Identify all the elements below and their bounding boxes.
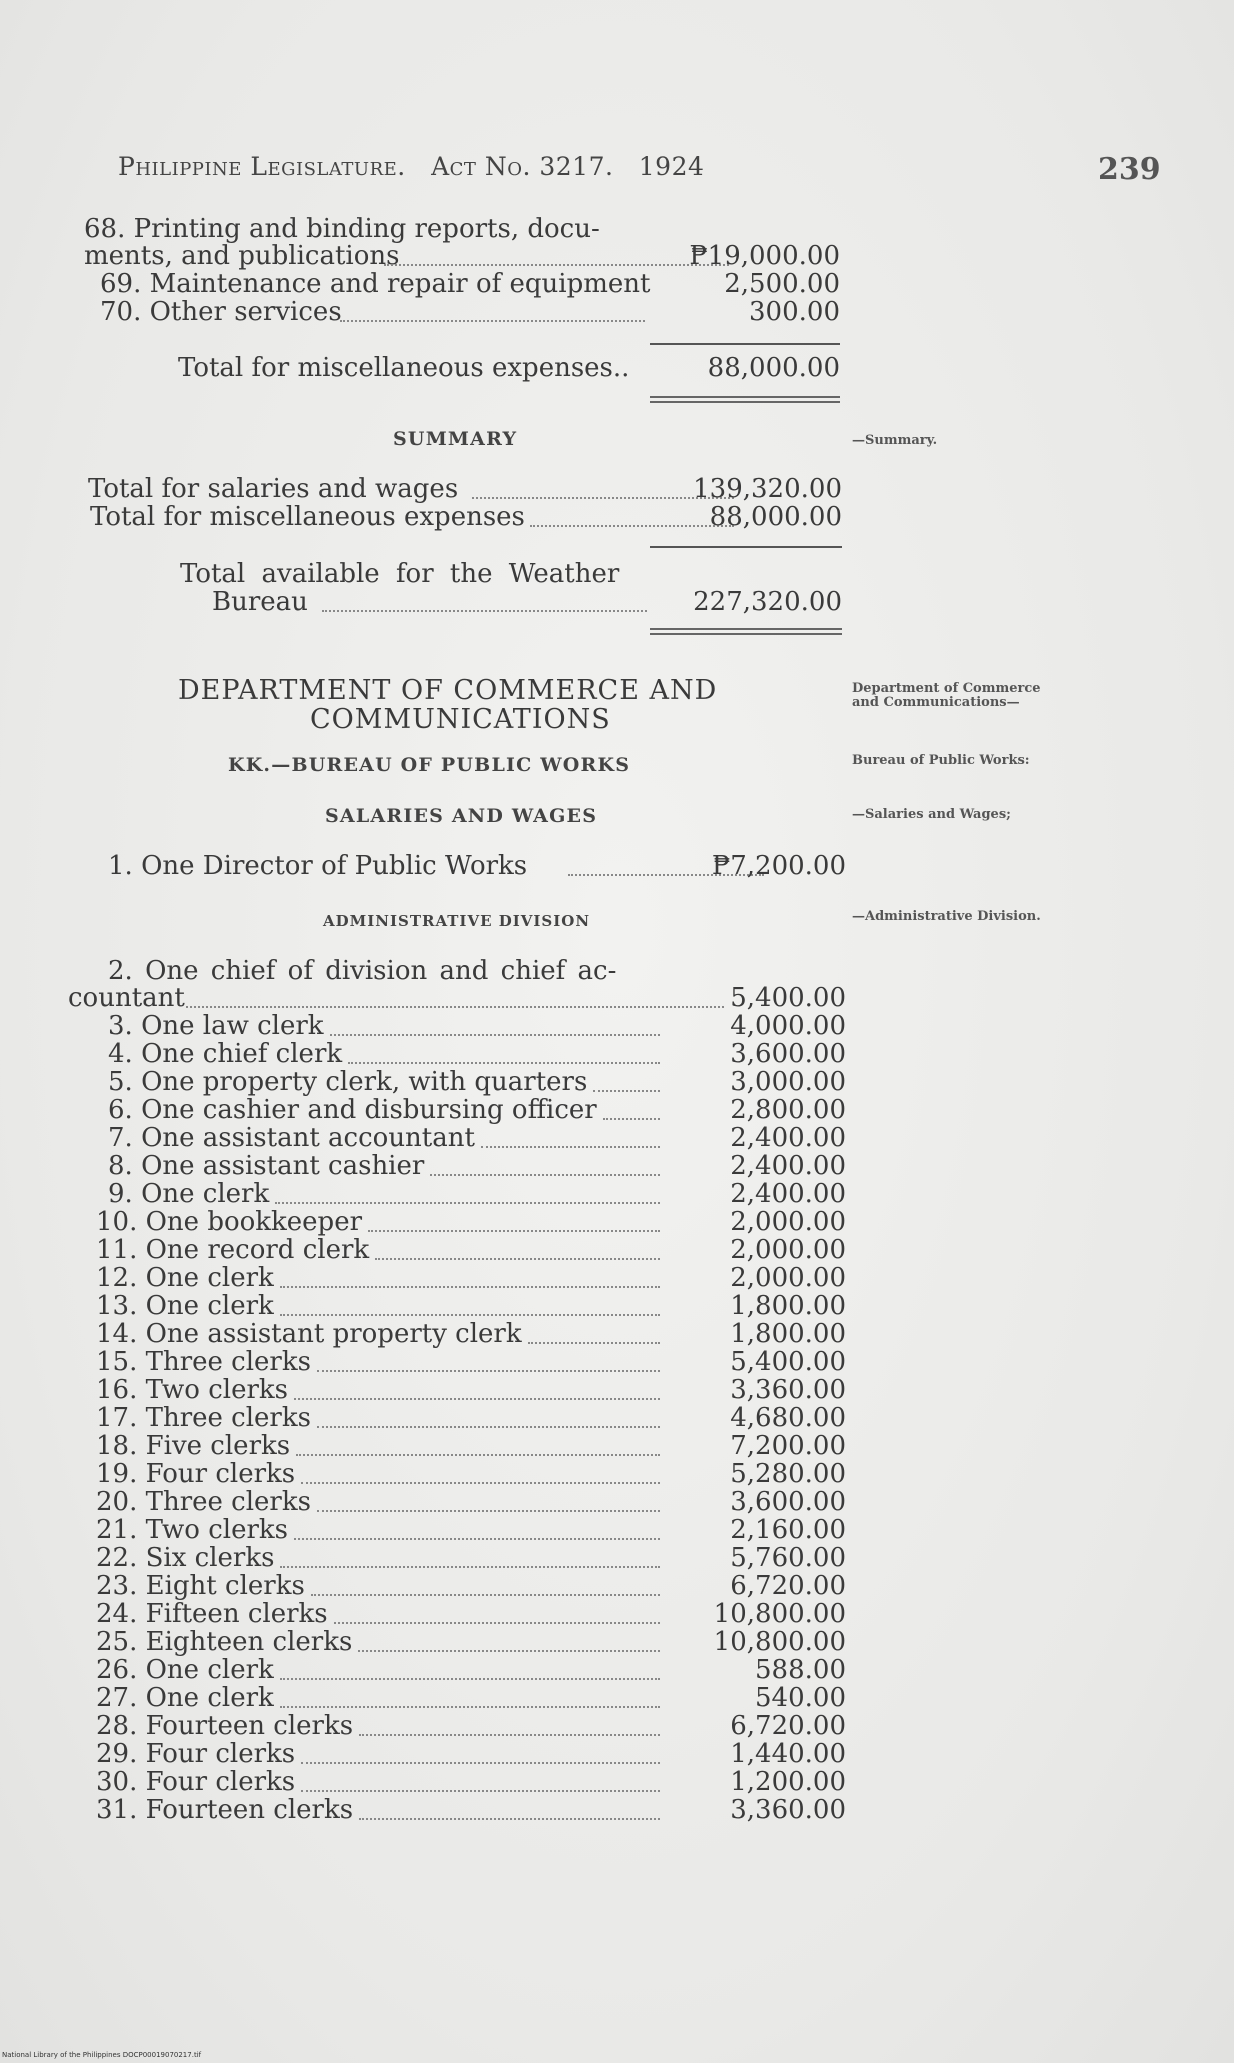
admin-item-row xyxy=(96,1600,846,1628)
summary-salaries-amount: 139,320.00 xyxy=(693,474,842,504)
admin-item-amount: 2,000.00 xyxy=(730,1263,846,1293)
director-amount: ₱7,200.00 xyxy=(711,851,846,881)
admin-item-amount: 1,200.00 xyxy=(730,1767,846,1797)
admin-item-label: 19. Four clerks xyxy=(96,1459,296,1489)
admin-item-amount: 2,800.00 xyxy=(730,1095,846,1125)
leader-dots xyxy=(301,1762,660,1764)
misc-item-69 xyxy=(100,270,840,298)
salaries-heading: SALARIES AND WAGES xyxy=(325,805,598,827)
leader-dots xyxy=(359,1818,660,1820)
admin-item-amount: 5,760.00 xyxy=(730,1543,846,1573)
leader-dots xyxy=(322,610,647,612)
admin-item-row xyxy=(96,1404,846,1432)
admin-item-amount: 1,800.00 xyxy=(730,1319,846,1349)
admin-item-label: 26. One clerk xyxy=(96,1655,274,1685)
admin-item-label: 27. One clerk xyxy=(96,1683,274,1713)
admin-item-amount: 2,400.00 xyxy=(730,1123,846,1153)
summary-total xyxy=(212,588,842,616)
misc-total-amount: 88,000.00 xyxy=(707,353,840,383)
leader-dots xyxy=(593,1090,660,1092)
admin-item-label: 29. Four clerks xyxy=(96,1739,296,1769)
admin-item-row xyxy=(108,1040,846,1068)
admin-item-amount: 1,800.00 xyxy=(730,1291,846,1321)
admin-item-2-line1: 2. One chief of division and chief ac- xyxy=(108,956,617,986)
admin-item-label: 4. One chief clerk xyxy=(108,1039,343,1069)
admin-item-label: 9. One clerk xyxy=(108,1179,270,1209)
total-rule xyxy=(650,343,840,345)
admin-item-row xyxy=(96,1628,846,1656)
admin-item-row xyxy=(96,1656,846,1684)
admin-item-label: 28. Fourteen clerks xyxy=(96,1711,354,1741)
admin-item-amount: 3,000.00 xyxy=(730,1067,846,1097)
summary-misc-amount: 88,000.00 xyxy=(709,502,842,532)
admin-item-row xyxy=(96,1572,846,1600)
bureau-margin-note: Bureau of Public Works: xyxy=(852,753,1030,768)
admin-item-label: 17. Three clerks xyxy=(96,1403,311,1433)
leader-dots xyxy=(603,1118,660,1120)
leader-dots xyxy=(384,264,729,266)
admin-item-amount: 10,800.00 xyxy=(713,1627,846,1657)
leader-dots xyxy=(280,1286,660,1288)
leader-dots xyxy=(368,1230,660,1232)
admin-item-amount: 3,600.00 xyxy=(730,1039,846,1069)
leader-dots xyxy=(311,1594,660,1596)
header-act: Act No. 3217. xyxy=(431,152,614,181)
misc-item-68 xyxy=(84,242,840,270)
admin-item-row xyxy=(96,1376,846,1404)
admin-item-label: 10. One bookkeeper xyxy=(96,1207,363,1237)
admin-item-amount: 3,360.00 xyxy=(730,1375,846,1405)
admin-item-label: 25. Eighteen clerks xyxy=(96,1627,353,1657)
admin-item-label: 12. One clerk xyxy=(96,1263,274,1293)
summary-salaries-label: Total for salaries and wages xyxy=(88,474,459,504)
leader-dots xyxy=(280,1678,660,1680)
admin-item-label: 22. Six clerks xyxy=(96,1543,275,1573)
summary-heading: SUMMARY xyxy=(393,428,518,450)
leader-dots xyxy=(294,1538,660,1540)
misc-total-label: Total for miscellaneous expenses.. xyxy=(178,353,630,383)
admin-item-2 xyxy=(68,984,846,1012)
admin-item-row xyxy=(96,1208,846,1236)
item-68-amount: ₱19,000.00 xyxy=(689,241,840,271)
admin-item-label: 5. One property clerk, with quarters xyxy=(108,1067,588,1097)
admin-item-amount: 2,160.00 xyxy=(730,1515,846,1545)
admin-item-row xyxy=(96,1264,846,1292)
leader-dots xyxy=(317,1370,660,1372)
admin-item-label: 3. One law clerk xyxy=(108,1011,324,1041)
department-heading-line2: COMMUNICATIONS xyxy=(310,704,611,735)
admin-item-row xyxy=(96,1712,846,1740)
leader-dots xyxy=(358,1650,660,1652)
director-row xyxy=(108,852,846,880)
leader-dots xyxy=(340,320,645,322)
admin-item-label: 31. Fourteen clerks xyxy=(96,1795,354,1825)
leader-dots xyxy=(528,1342,660,1344)
admin-item-row xyxy=(96,1740,846,1768)
admin-item-row xyxy=(96,1460,846,1488)
leader-dots xyxy=(334,1622,660,1624)
admin-item-label: 6. One cashier and disbursing officer xyxy=(108,1095,597,1125)
leader-dots xyxy=(375,1258,660,1260)
admin-item-2-amount: 5,400.00 xyxy=(730,983,846,1013)
admin-item-amount: 4,680.00 xyxy=(730,1403,846,1433)
admin-item-amount: 6,720.00 xyxy=(730,1571,846,1601)
admin-item-label: 16. Two clerks xyxy=(96,1375,288,1405)
admin-item-amount: 2,000.00 xyxy=(730,1207,846,1237)
leader-dots xyxy=(430,1174,660,1176)
summary-total-line1: Total available for the Weather xyxy=(180,559,620,589)
leader-dots xyxy=(348,1062,660,1064)
footer-credit: National Library of the Philippines DOCP00019070217.tif xyxy=(2,2051,202,2059)
admin-item-label: 23. Eight clerks xyxy=(96,1571,305,1601)
summary-margin-note: —Summary. xyxy=(852,433,938,448)
admin-item-label: 21. Two clerks xyxy=(96,1515,288,1545)
total-rule xyxy=(650,546,842,548)
admin-item-amount: 10,800.00 xyxy=(713,1599,846,1629)
admin-item-amount: 4,000.00 xyxy=(730,1011,846,1041)
salaries-margin-note: —Salaries and Wages; xyxy=(852,807,1011,822)
leader-dots xyxy=(275,1202,660,1204)
admin-item-label: 20. Three clerks xyxy=(96,1487,311,1517)
leader-dots xyxy=(280,1706,660,1708)
admin-item-row xyxy=(96,1292,846,1320)
double-rule xyxy=(650,628,842,635)
admin-item-amount: 2,400.00 xyxy=(730,1151,846,1181)
department-margin-note: Department of Commerce and Communications— xyxy=(852,681,1041,710)
admin-item-label: 14. One assistant property clerk xyxy=(96,1319,522,1349)
admin-item-label: 30. Four clerks xyxy=(96,1767,296,1797)
admin-item-label: 7. One assistant accountant xyxy=(108,1123,475,1153)
admin-item-row xyxy=(108,1152,846,1180)
leader-dots xyxy=(186,1006,724,1008)
admin-item-row xyxy=(96,1236,846,1264)
admin-item-label: 24. Fifteen clerks xyxy=(96,1599,328,1629)
leader-dots xyxy=(301,1790,660,1792)
leader-dots xyxy=(296,1454,660,1456)
admin-margin-note: —Administrative Division. xyxy=(852,909,1041,924)
admin-item-2-line2: countant xyxy=(68,983,185,1013)
misc-total xyxy=(178,354,840,382)
bureau-heading: KK.—BUREAU OF PUBLIC WORKS xyxy=(228,754,631,776)
admin-item-row xyxy=(96,1320,846,1348)
admin-division-heading: ADMINISTRATIVE DIVISION xyxy=(323,912,591,930)
double-rule xyxy=(650,396,840,403)
leader-dots xyxy=(280,1566,660,1568)
page-number: 239 xyxy=(1098,152,1161,187)
leader-dots xyxy=(294,1398,660,1400)
header-legislature: Philippine Legislature. xyxy=(118,152,406,181)
admin-item-amount: 540.00 xyxy=(755,1683,846,1713)
leader-dots xyxy=(301,1482,660,1484)
admin-item-amount: 6,720.00 xyxy=(730,1711,846,1741)
admin-item-row xyxy=(96,1488,846,1516)
running-header xyxy=(118,152,704,181)
admin-item-amount: 588.00 xyxy=(755,1655,846,1685)
leader-dots xyxy=(481,1146,660,1148)
admin-item-amount: 1,440.00 xyxy=(730,1739,846,1769)
item-69-amount: 2,500.00 xyxy=(724,269,840,299)
summary-salaries xyxy=(88,475,842,503)
admin-item-row xyxy=(108,1124,846,1152)
summary-total-amount: 227,320.00 xyxy=(693,587,842,617)
leader-dots xyxy=(359,1734,660,1736)
leader-dots xyxy=(280,1314,660,1316)
admin-item-row xyxy=(96,1544,846,1572)
misc-item-70 xyxy=(100,298,840,326)
director-label: 1. One Director of Public Works xyxy=(108,851,528,881)
item-69-label: 69. Maintenance and repair of equipment xyxy=(100,269,651,299)
leader-dots xyxy=(317,1510,660,1512)
summary-total-line2: Bureau xyxy=(212,587,308,617)
leader-dots xyxy=(330,1034,660,1036)
admin-item-amount: 2,000.00 xyxy=(730,1235,846,1265)
item-68-line1: 68. Printing and binding reports, docu- xyxy=(84,214,600,244)
admin-item-row xyxy=(96,1348,846,1376)
admin-item-row xyxy=(96,1768,846,1796)
admin-item-row xyxy=(96,1516,846,1544)
item-68-line2: ments, and publications xyxy=(84,241,400,271)
item-70-label: 70. Other services xyxy=(100,297,342,327)
header-year: 1924 xyxy=(638,152,705,181)
admin-item-amount: 7,200.00 xyxy=(730,1431,846,1461)
department-heading-line1: DEPARTMENT OF COMMERCE AND xyxy=(178,675,718,706)
admin-item-label: 15. Three clerks xyxy=(96,1347,311,1377)
admin-item-row xyxy=(96,1432,846,1460)
admin-item-amount: 5,280.00 xyxy=(730,1459,846,1489)
item-70-amount: 300.00 xyxy=(749,297,840,327)
admin-item-row xyxy=(108,1180,846,1208)
admin-item-row xyxy=(108,1096,846,1124)
summary-misc xyxy=(90,503,842,531)
admin-item-row xyxy=(108,1012,846,1040)
admin-item-label: 13. One clerk xyxy=(96,1291,274,1321)
admin-item-label: 8. One assistant cashier xyxy=(108,1151,425,1181)
admin-item-label: 18. Five clerks xyxy=(96,1431,291,1461)
admin-item-label: 11. One record clerk xyxy=(96,1235,370,1265)
admin-item-amount: 3,360.00 xyxy=(730,1795,846,1825)
admin-item-amount: 2,400.00 xyxy=(730,1179,846,1209)
admin-item-amount: 3,600.00 xyxy=(730,1487,846,1517)
admin-item-row xyxy=(96,1796,846,1824)
leader-dots xyxy=(317,1426,660,1428)
admin-item-row xyxy=(108,1068,846,1096)
admin-item-row xyxy=(96,1684,846,1712)
summary-misc-label: Total for miscellaneous expenses xyxy=(90,502,525,532)
admin-item-amount: 5,400.00 xyxy=(730,1347,846,1377)
